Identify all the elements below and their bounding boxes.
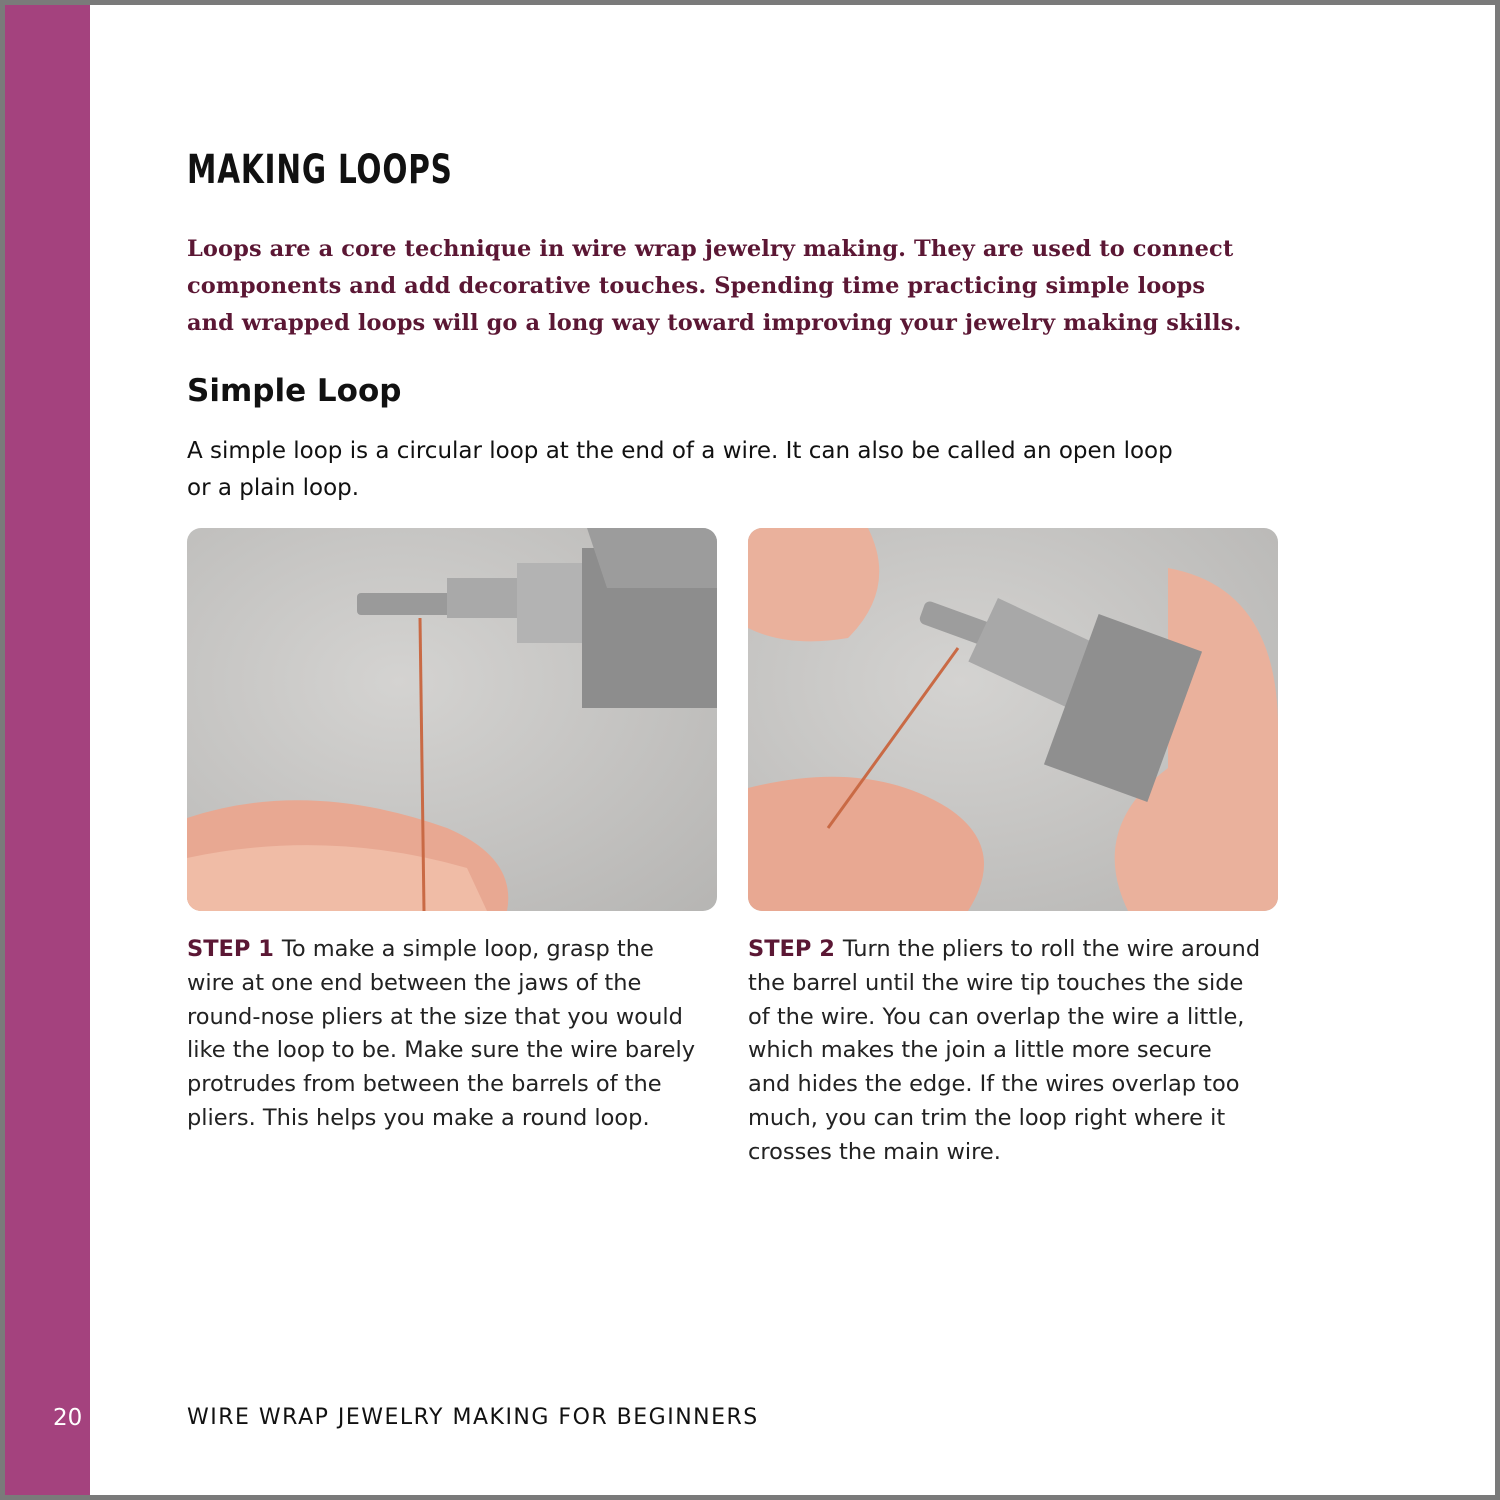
step-2-text: [748, 933, 1288, 1170]
intro-paragraph: [187, 231, 1241, 342]
step-1-photo: [187, 528, 717, 911]
page-title: MAKING LOOPS: [187, 147, 453, 193]
section-lead: [187, 433, 1173, 507]
step-line: like the loop to be. Make sure the wire barely: [187, 1037, 696, 1064]
book-page: [5, 5, 1495, 1495]
step-2-photo: [748, 528, 1278, 911]
running-footer: WIRE WRAP JEWELRY MAKING FOR BEGINNERS: [187, 1405, 759, 1430]
lead-line: or a plain loop.: [187, 475, 360, 501]
intro-line: and wrapped loops will go a long way toward improving your jewelry making skills.: [187, 310, 1242, 336]
step-label: STEP 1: [187, 936, 274, 962]
step-line: the barrel until the wire tip touches the side: [748, 969, 1244, 996]
lead-line: A simple loop is a circular loop at the end of a wire. It can also be called an open loop: [187, 438, 1173, 464]
step-line: and hides the edge. If the wires overlap too: [748, 1071, 1240, 1098]
page-number: 20: [53, 1405, 83, 1431]
step-line: protrudes from between the barrels of the: [187, 1071, 662, 1098]
step-1-text: [187, 933, 727, 1136]
pliers-and-wire-illustration: [187, 528, 717, 911]
step-line: which makes the join a little more secure: [748, 1037, 1212, 1064]
step-label: STEP 2: [748, 936, 835, 962]
step-line: crosses the main wire.: [748, 1138, 1001, 1165]
pliers-rolling-wire-illustration: [748, 528, 1278, 911]
step-line: Turn the pliers to roll the wire around: [842, 936, 1261, 962]
step-line: wire at one end between the jaws of the: [187, 969, 642, 996]
step-line: To make a simple loop, grasp the: [281, 936, 654, 962]
step-line: of the wire. You can overlap the wire a little,: [748, 1003, 1245, 1030]
step-line: much, you can trim the loop right where it: [748, 1104, 1226, 1131]
section-heading: Simple Loop: [187, 373, 402, 409]
step-line: pliers. This helps you make a round loop.: [187, 1104, 650, 1131]
step-line: round-nose pliers at the size that you would: [187, 1003, 683, 1030]
intro-line: Loops are a core technique in wire wrap jewelry making. They are used to connect: [187, 236, 1234, 262]
intro-line: components and add decorative touches. Spending time practicing simple loops: [187, 273, 1206, 299]
side-color-bar: [5, 5, 90, 1495]
